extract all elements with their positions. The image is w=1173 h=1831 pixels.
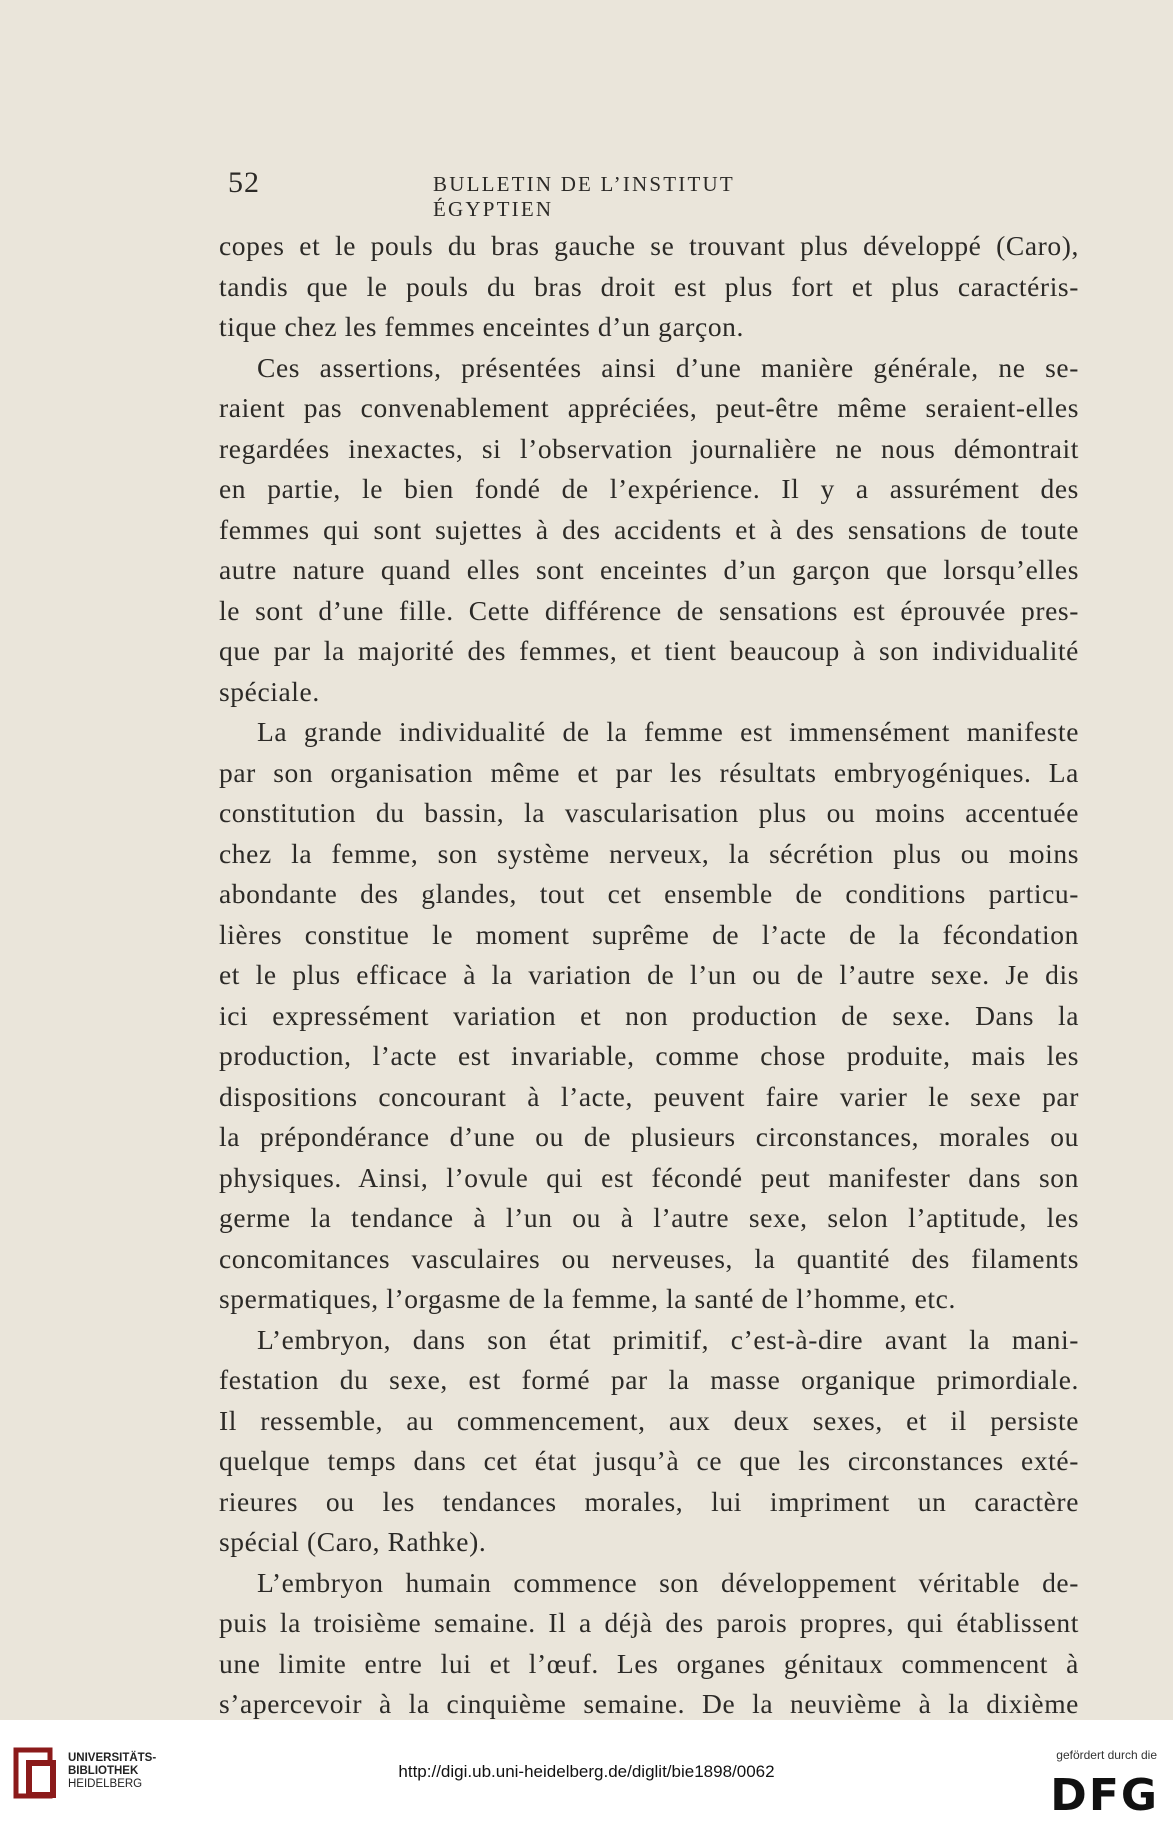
library-name-line1: UNIVERSITÄTS-	[68, 1752, 157, 1764]
text-line: quelque temps dans cet état jusqu’à ce que les circonstances exté-	[219, 1445, 1079, 1476]
text-line: le sont d’une fille. Cette différence de sensations est éprouvée pres-	[219, 594, 1079, 626]
text-line: chez la femme, son système nerveux, la sécrétion plus ou moins	[219, 837, 1079, 869]
text-line: germe la tendance à l’un ou à l’autre sexe, selon l’aptitude, les	[219, 1202, 1079, 1233]
text-line: L’embryon, dans son état primitif, c’est-à-dire avant la mani-	[257, 1323, 1079, 1355]
text-line: en partie, le bien fondé de l’expérience. Il y a assurément des	[219, 473, 1079, 504]
text-line: Il ressemble, au commencement, aux deux sexes, et il persiste	[219, 1404, 1079, 1436]
text-line: spermatiques, l’orgasme de la femme, la santé de l’homme, etc.	[219, 1283, 956, 1314]
text-line: ici expressément variation et non production de sexe. Dans la	[219, 999, 1079, 1031]
body-text	[219, 226, 1079, 1725]
text-line: spécial (Caro, Rathke).	[219, 1526, 487, 1557]
text-line: dispositions concourant à l’acte, peuvent faire varier le sexe par	[219, 1080, 1079, 1112]
text-line: tique chez les femmes enceintes d’un garçon.	[219, 311, 745, 342]
text-line: une limite entre lui et l’œuf. Les organes génitaux commencent à	[219, 1647, 1079, 1679]
text-line: femmes qui sont sujettes à des accidents et à des sensations de toute	[219, 513, 1079, 545]
text-line: physiques. Ainsi, l’ovule qui est fécondé peut manifester dans son	[219, 1161, 1079, 1193]
journal-title: BULLETIN DE L’INSTITUT ÉGYPTIEN	[433, 172, 735, 221]
text-line: tandis que le pouls du bras droit est plus fort et plus caractéris-	[219, 270, 1079, 302]
text-line: Ces assertions, présentées ainsi d’une manière générale, ne se-	[257, 351, 1079, 383]
text-line: production, l’acte est invariable, comme chose produite, mais les	[219, 1040, 1079, 1071]
dfg-logo: DFG	[1050, 1770, 1159, 1821]
page-number: 52	[228, 166, 260, 199]
library-name-line3: HEIDELBERG	[68, 1778, 143, 1790]
text-line: spéciale.	[219, 675, 320, 707]
text-line: et le plus efficace à la variation de l’un ou de l’autre sexe. Je dis	[219, 959, 1079, 990]
text-line: raient pas convenablement appréciées, peut-être même seraient-elles	[219, 392, 1079, 423]
text-line: rieures ou les tendances morales, lui impriment un caractère	[219, 1485, 1079, 1517]
text-line: lières constitue le moment suprême de l’acte de la fécondation	[219, 918, 1079, 950]
library-name-line2: BIBLIOTHEK	[68, 1765, 139, 1777]
text-line: que par la majorité des femmes, et tient beaucoup à son individualité	[219, 635, 1079, 666]
permalink-url[interactable]: http://digi.ub.uni-heidelberg.de/diglit/bie1898/0062	[398, 1762, 775, 1781]
running-head	[228, 166, 858, 221]
text-line: autre nature quand elles sont enceintes d’un garçon que lorsqu’elles	[219, 554, 1079, 585]
funding-note: gefördert durch die	[1056, 1748, 1157, 1762]
footer-bar	[0, 1720, 1173, 1831]
text-line: abondante des glandes, tout cet ensemble de conditions particu-	[219, 878, 1079, 909]
text-line: La grande individualité de la femme est immensément manifeste	[257, 716, 1079, 747]
text-line: puis la troisième semaine. Il a déjà des parois propres, qui établissent	[219, 1607, 1079, 1638]
text-line: la prépondérance d’une ou de plusieurs circonstances, morales ou	[219, 1121, 1079, 1152]
text-line: L’embryon humain commence son développement véritable de-	[257, 1566, 1079, 1598]
text-line: festation du sexe, est formé par la masse organique primordiale.	[219, 1364, 1079, 1395]
text-line: s’apercevoir à la cinquième semaine. De la neuvième à la dixième	[219, 1688, 1079, 1719]
text-line: constitution du bassin, la vascularisation plus ou moins accentuée	[219, 797, 1079, 828]
text-line: copes et le pouls du bras gauche se trouvant plus développé (Caro),	[219, 230, 1079, 261]
text-line: regardées inexactes, si l’observation journalière ne nous démontrait	[219, 432, 1079, 464]
text-line: concomitances vasculaires ou nerveuses, la quantité des filaments	[219, 1242, 1079, 1274]
text-line: par son organisation même et par les résultats embryogéniques. La	[219, 756, 1079, 788]
